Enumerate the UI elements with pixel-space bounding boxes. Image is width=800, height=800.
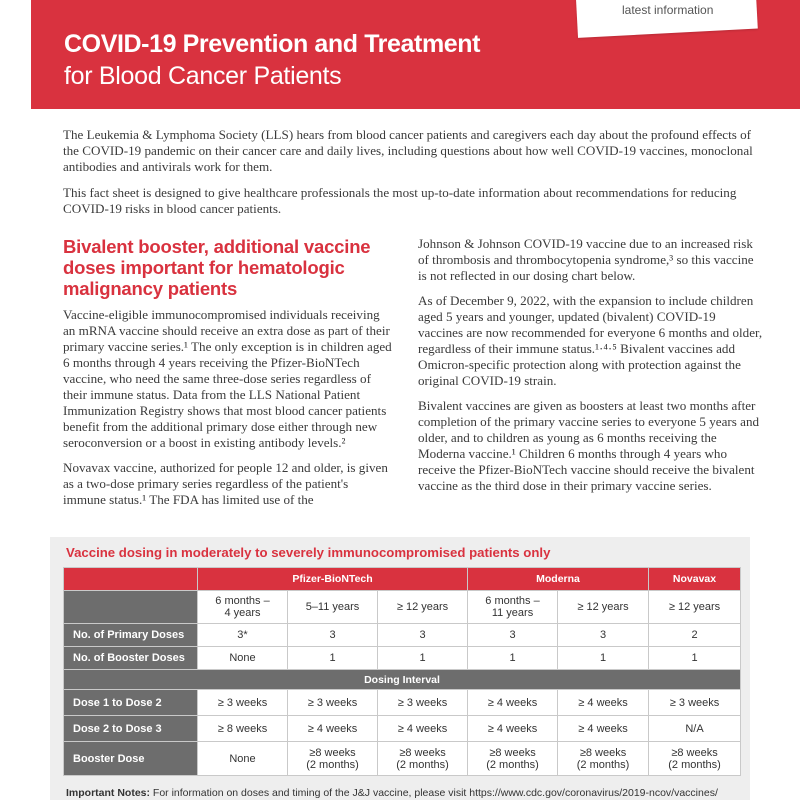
left-paragraph-2: Novavax vaccine, authorized for people 12 and older, is given as a two-dose primary series regardless of the patient's immune status.¹ The FDA has limited use of the (63, 460, 388, 507)
table-cell: ≥ 3 weeks (288, 690, 378, 716)
intro-paragraph-2: This fact sheet is designed to give healthcare professionals the most up-to-date information about recommendations for reducing COVID-19 risks in blood cancer patients. (63, 185, 737, 216)
table-cell: None (198, 742, 288, 776)
corner-cell (64, 568, 198, 591)
table-cell: None (198, 647, 288, 670)
table-row (64, 690, 741, 716)
table-cell: ≥ 8 weeks (198, 716, 288, 742)
table-cell: ≥8 weeks (2 months) (378, 742, 468, 776)
table-cell: ≥ 4 weeks (558, 716, 649, 742)
right-paragraph-1: Johnson & Johnson COVID-19 vaccine due to an increased risk of thrombosis and thrombocytopenia syndrome,³ so this vaccine is not reflected in our dosing chart below. (418, 236, 754, 283)
table-cell: ≥ 4 weeks (468, 690, 558, 716)
notes-text: For information on doses and timing of the J&J vaccine, please visit https://www.cdc.gov/coronavirus/2019-ncov/vaccines/ (152, 787, 718, 799)
table-cell: 1 (558, 647, 649, 670)
row-label: No. of Booster Doses (64, 647, 198, 670)
table-cell: 2 (649, 624, 741, 647)
brand-moderna: Moderna (468, 568, 649, 591)
row-label: Dose 2 to Dose 3 (64, 716, 198, 742)
table-cell: ≥ 3 weeks (649, 690, 741, 716)
age-group-cell: 6 months – 4 years (198, 591, 288, 624)
notes-label: Important Notes: (66, 787, 150, 799)
table-row (64, 647, 741, 670)
page-subtitle: for Blood Cancer Patients (64, 62, 342, 90)
table-cell: 1 (378, 647, 468, 670)
table-cell: ≥ 3 weeks (198, 690, 288, 716)
age-group-row (64, 591, 741, 624)
left-paragraph-1: Vaccine-eligible immunocompromised individuals receiving an mRNA vaccine should receive an extra dose as part of their primary vaccine series.¹ The only exception is in children aged 6 months through 4 years receiving the Pfizer-BioNTech vaccine, who need the same three-dose series regardless of their immune status. Data from the LLS National Patient Immunization Registry shows that most blood cancer patients benefit from the additional primary dose either through new seroconversion or a boost in existing antibody levels.² (63, 307, 392, 450)
table-cell: ≥8 weeks (2 months) (468, 742, 558, 776)
row-label: Dose 1 to Dose 2 (64, 690, 198, 716)
interval-header-row (64, 670, 741, 690)
table-cell: 1 (649, 647, 741, 670)
table-row (64, 716, 741, 742)
table-cell: ≥ 4 weeks (378, 716, 468, 742)
brand-novavax: Novavax (649, 568, 741, 591)
table-cell: ≥ 4 weeks (468, 716, 558, 742)
important-notes (66, 787, 718, 799)
table-cell: 1 (288, 647, 378, 670)
table-cell: ≥8 weeks (2 months) (558, 742, 649, 776)
age-group-cell: 6 months – 11 years (468, 591, 558, 624)
brand-pfizer: Pfizer-BioNTech (198, 568, 468, 591)
vaccine-dosing-table (63, 567, 741, 776)
table-cell: 3 (378, 624, 468, 647)
left-column (63, 236, 393, 517)
row-label: Booster Dose (64, 742, 198, 776)
table-cell: N/A (649, 716, 741, 742)
dosing-interval-header: Dosing Interval (64, 670, 741, 690)
right-paragraph-3: Bivalent vaccines are given as boosters at least two months after completion of the primary vaccine series to everyone 5 years and older, and to children as young as 6 months receiving the Moderna vaccine.¹ Children 6 months through 4 years who receive the Pfizer-BioNTech vaccine should receive the bivalent vaccine as the third dose in their primary vaccine series. (418, 398, 760, 493)
table-row (64, 624, 741, 647)
age-group-cell: 5–11 years (288, 591, 378, 624)
table-cell: 3 (558, 624, 649, 647)
brand-header-row (64, 568, 741, 591)
table-cell: 1 (468, 647, 558, 670)
age-group-cell: ≥ 12 years (649, 591, 741, 624)
section-heading: Bivalent booster, additional vaccine doses important for hematologic malignancy patients (63, 236, 371, 299)
table-cell: ≥ 3 weeks (378, 690, 468, 716)
table-cell: 3 (468, 624, 558, 647)
right-paragraph-2: As of December 9, 2022, with the expansion to include children aged 5 years and younger, updated (bivalent) COVID-19 vaccines are now recommended for everyone 6 months and older, regardless of their immune status.¹·⁴·⁵ Bivalent vaccines add Omicron-specific protection along with protection against the original COVID-19 strain. (418, 293, 763, 388)
table-cell: 3* (198, 624, 288, 647)
corner-cell (64, 591, 198, 624)
page-title: COVID-19 Prevention and Treatment (64, 30, 481, 58)
update-tab-note: latest information (622, 3, 714, 17)
table-cell: ≥8 weeks (2 months) (649, 742, 741, 776)
right-column (418, 236, 763, 503)
age-group-cell: ≥ 12 years (378, 591, 468, 624)
age-group-cell: ≥ 12 years (558, 591, 649, 624)
table-cell: ≥8 weeks (2 months) (288, 742, 378, 776)
table-cell: ≥ 4 weeks (558, 690, 649, 716)
table-cell: ≥ 4 weeks (288, 716, 378, 742)
intro-paragraph-1: The Leukemia & Lymphoma Society (LLS) hears from blood cancer patients and caregivers each day about the profound effects of the COVID-19 pandemic on their cancer care and daily lives, including questions about how well COVID-19 vaccines, monoclonal antibodies and antivirals work for them. (63, 127, 753, 174)
table-cell: 3 (288, 624, 378, 647)
table-title: Vaccine dosing in moderately to severely immunocompromised patients only (66, 545, 551, 560)
row-label: No. of Primary Doses (64, 624, 198, 647)
table-row (64, 742, 741, 776)
